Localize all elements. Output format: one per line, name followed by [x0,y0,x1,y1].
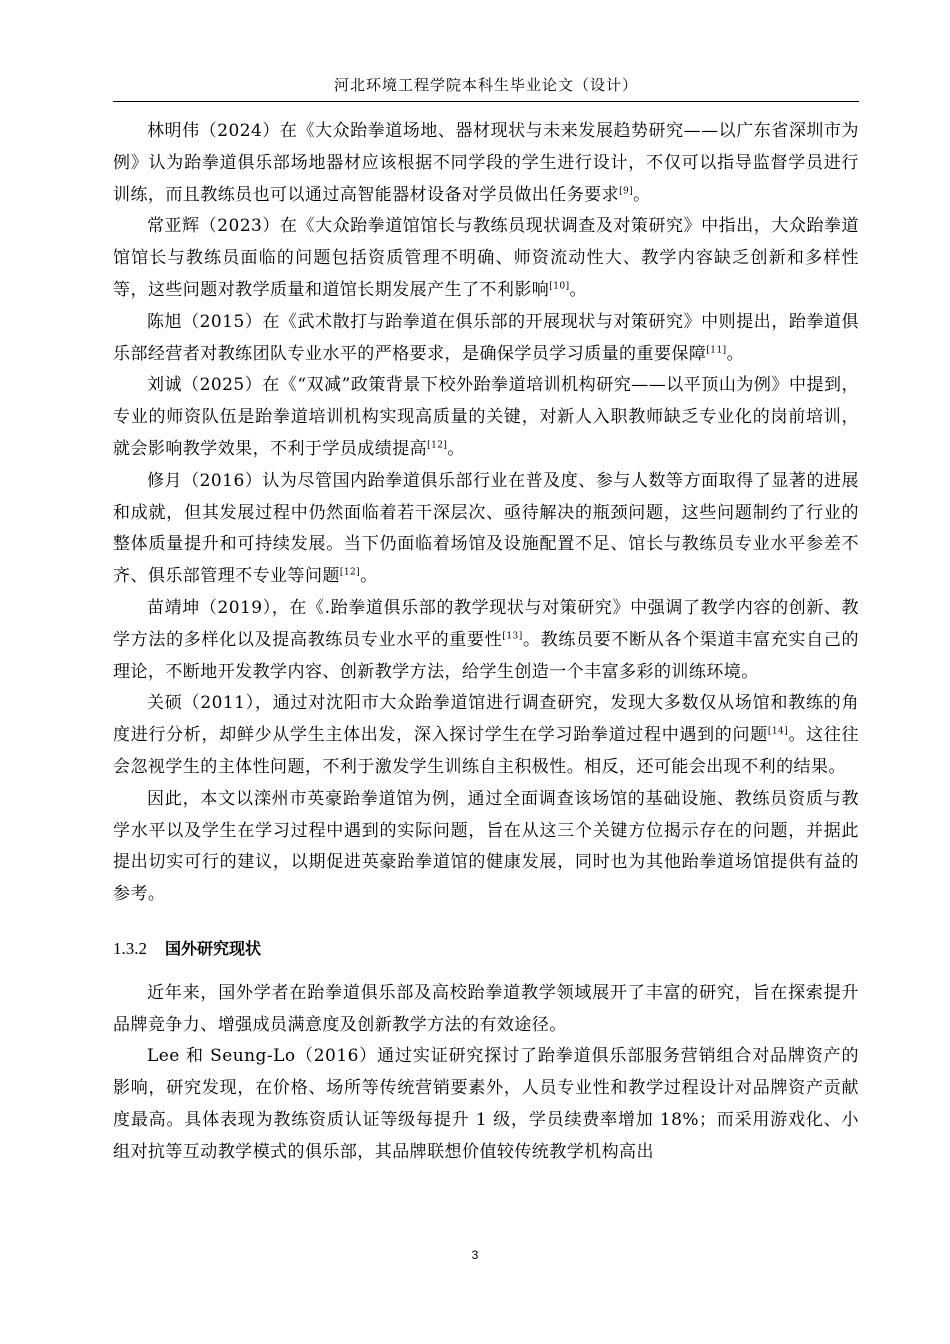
citation: [14] [767,726,789,737]
citation: [9] [619,185,634,196]
section-number: 1.3.2 [113,938,147,958]
header-rule [113,101,859,102]
paragraph: 近年来，国外学者在跆拳道俱乐部及高校跆拳道教学领域展开了丰富的研究，旨在探索提升品牌竞争力、增强成员满意度及创新教学方法的有效途径。 [113,982,859,1035]
citation: [13] [502,631,523,642]
citation: [11] [706,344,727,355]
citation: [10] [549,281,570,292]
page-header: 河北环境工程学院本科生毕业论文（设计） [333,76,638,94]
citation: [12] [339,567,361,578]
section-heading [113,933,859,966]
paragraph: 常亚辉（2023）在《大众跆拳道馆馆长与教练员现状调查及对策研究》中指出，大众跆拳道馆馆长与教练员面临的问题包括资质管理不明确、师资流动性大、教学内容缺乏创新和多样性等，这些问题对教学质量和道馆长期发展产生了不利影响[10]。 [113,216,859,300]
citation: [12] [427,440,448,451]
paragraph: Lee 和 Seung-Lo（2016）通过实证研究探讨了跆拳道俱乐部服务营销组合对品牌资产的影响，研究发现，在价格、场所等传统营销要素外，人员专业性和教学过程设计对品牌资产贡献度最高。具体表现为教练资质认证等级每提升 1 级，学员续费率增加 18%；而采用游戏化、小组对抗等互动教学模式的俱乐部，其品牌联想价值较传统教学机构高出 [113,1046,859,1162]
page-number: 3 [471,1248,479,1262]
paragraph: 陈旭（2015）在《武术散打与跆拳道在俱乐部的开展现状与对策研究》中则提出，跆拳道俱乐部经营者对教练团队专业水平的严格要求，是确保学员学习质量的重要保障[11]。 [113,311,859,364]
domestic-research-section [113,116,859,911]
paragraph: 修月（2016）认为尽管国内跆拳道俱乐部行业在普及度、参与人数等方面取得了显著的进展和成就，但其发展过程中仍然面临着若干深层次、亟待解决的瓶颈问题，这些问题制约了行业的整体质量提升和可持续发展。当下仍面临着场馆及设施配置不足、馆长与教练员专业水平参差不齐、俱乐部管理不专业等问题[12]。 [113,470,859,587]
paragraph: 林明伟（2024）在《大众跆拳道场地、器材现状与未来发展趋势研究——以广东省深圳市为例》认为跆拳道俱乐部场地器材应该根据不同学段的学生进行设计，不仅可以指导监督学员进行训练，而且教练员也可以通过高智能器材设备对学员做出任务要求[9]。 [113,121,859,205]
paragraph: 关硕（2011），通过对沈阳市大众跆拳道馆进行调查研究，发现大多数仅从场馆和教练的角度进行分析，却鲜少从学生主体出发，深入探讨学生在学习跆拳道过程中遇到的问题[14]。这往往会忽视学生的主体性问题，不利于激发学生训练自主积极性。相反，还可能会出现不利的结果。 [113,693,859,777]
paragraph: 因此，本文以滦州市英豪跆拳道馆为例，通过全面调查该场馆的基础设施、教练员资质与教学水平以及学生在学习过程中遇到的实际问题，旨在从这三个关键方位揭示存在的问题，并据此提出切实可行的建议，以期促进英豪跆拳道馆的健康发展，同时也为其他跆拳道场馆提供有益的参考。 [113,788,859,905]
foreign-research-section [113,978,859,1169]
paragraph: 苗靖坤（2019），在《.跆拳道俱乐部的教学现状与对策研究》中强调了教学内容的创新、教学方法的多样化以及提高教练员专业水平的重要性[13]。教练员要不断从各个渠道丰富充实自己的理论，不断地开发教学内容、创新教学方法，给学生创造一个丰富多彩的训练环境。 [113,597,859,682]
paragraph: 刘诚（2025）在《“双减”政策背景下校外跆拳道培训机构研究——以平顶山为例》中提到，专业的师资队伍是跆拳道培训机构实现高质量的关键，对新人入职教师缺乏专业化的岗前培训，就会影响教学效果，不利于学员成绩提高[12]。 [113,375,859,459]
section-title: 国外研究现状 [165,938,262,958]
document-body [113,116,859,1169]
